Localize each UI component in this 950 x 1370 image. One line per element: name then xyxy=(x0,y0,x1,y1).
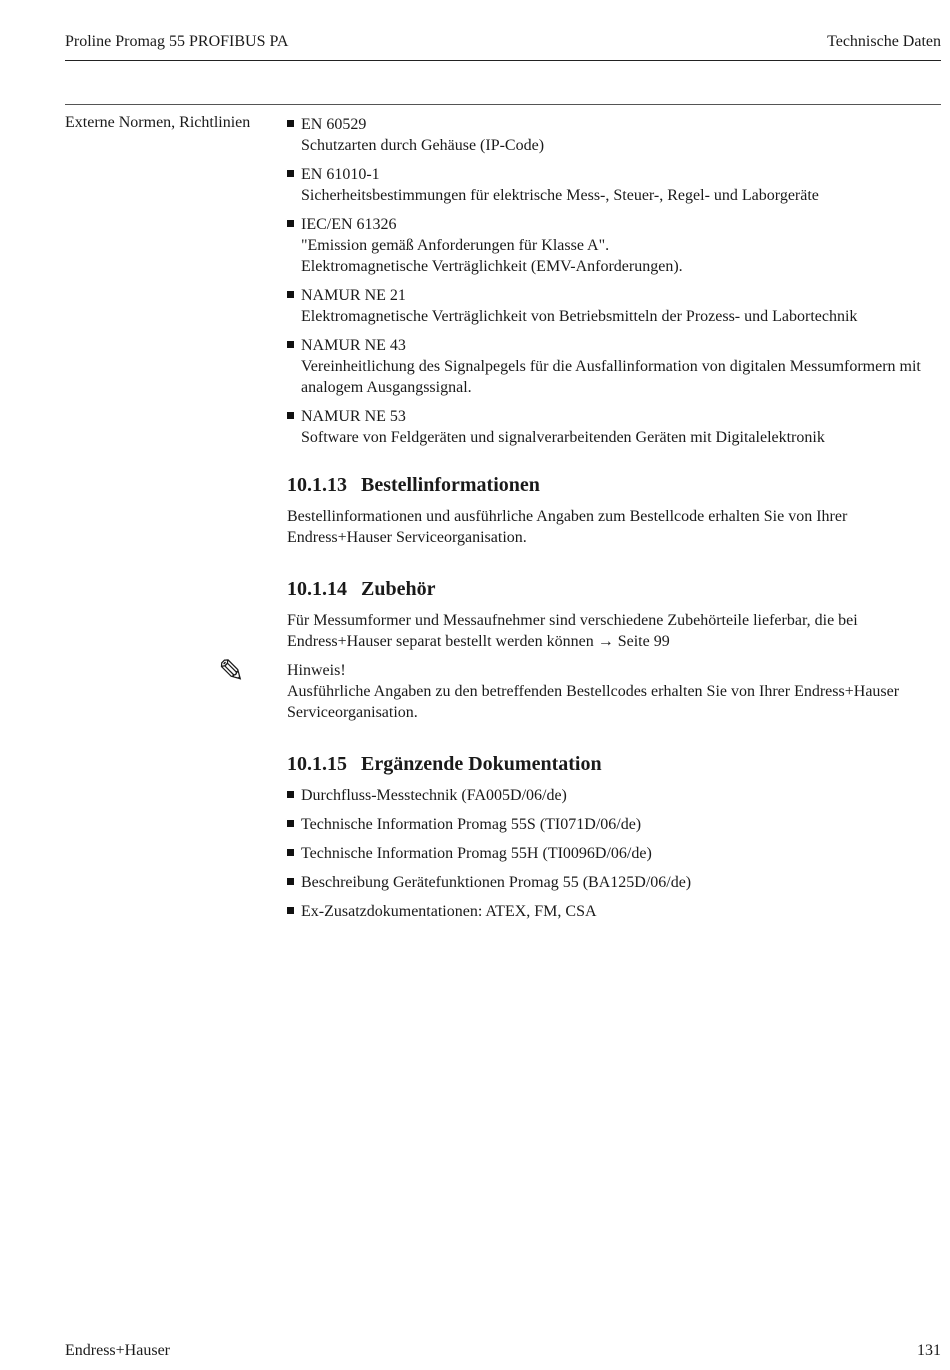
list-item: IEC/EN 61326 "Emission gemäß Anforderungen für Klasse A". Elektromagnetische Verträglichkeit (EMV-Anforderungen). xyxy=(287,214,941,277)
list-item: EN 60529 Schutzarten durch Gehäuse (IP-Code) xyxy=(287,114,941,156)
bestellinformationen-text: Bestellinformationen und ausführliche Angaben zum Bestellcode erhalten Sie von Ihrer Endress+Hauser Serviceorganisation. xyxy=(287,508,848,546)
standards-list xyxy=(287,114,941,448)
bullet-icon xyxy=(287,220,294,227)
list-item: NAMUR NE 53 Software von Feldgeräten und signalverarbeitenden Geräten mit Digitalelektronik xyxy=(287,406,941,448)
list-item: NAMUR NE 43 Vereinheitlichung des Signalpegels für die Ausfallinformation von digitalen Messumformern mit analogem Ausgangssignal. xyxy=(287,335,941,398)
documentation-list xyxy=(287,785,941,922)
section-heading-zubehoer: 10.1.14 Zubehör xyxy=(287,578,436,600)
bullet-icon xyxy=(287,341,294,348)
footer-brand: Endress+Hauser xyxy=(65,1342,170,1359)
list-item: Technische Information Promag 55S (TI071D/06/de) xyxy=(287,814,941,835)
header-title: Proline Promag 55 PROFIBUS PA xyxy=(65,33,289,50)
section-heading-dokumentation: 10.1.15 Ergänzende Dokumentation xyxy=(287,753,602,775)
main-content xyxy=(287,114,941,930)
note-title: Hinweis! xyxy=(287,662,346,679)
page-header xyxy=(65,30,941,61)
bullet-icon xyxy=(287,170,294,177)
list-item: Technische Information Promag 55H (TI0096D/06/de) xyxy=(287,843,941,864)
page-number: 131 xyxy=(917,1342,941,1359)
note-text: Ausführliche Angaben zu den betreffenden Bestellcodes erhalten Sie von Ihrer Endress+Hauser Serviceorganisation. xyxy=(287,683,900,721)
bullet-icon xyxy=(287,820,294,827)
side-label: Externe Normen, Richtlinien xyxy=(65,114,251,131)
header-section: Technische Daten xyxy=(827,33,941,50)
list-item: Ex-Zusatzdokumentationen: ATEX, FM, CSA xyxy=(287,901,941,922)
list-item: Beschreibung Gerätefunktionen Promag 55 (BA125D/06/de) xyxy=(287,872,941,893)
zubehoer-text: Für Messumformer und Messaufnehmer sind verschiedene Zubehörteile lieferbar, die bei Endress+Hauser separat bestellt werden können → Seite 99 xyxy=(287,612,858,650)
note-box xyxy=(287,660,941,723)
bullet-icon xyxy=(287,849,294,856)
section-divider xyxy=(65,104,941,105)
list-item: NAMUR NE 21 Elektromagnetische Verträglichkeit von Betriebsmitteln der Prozess- und Labortechnik xyxy=(287,285,941,327)
bullet-icon xyxy=(287,120,294,127)
bullet-icon xyxy=(287,907,294,914)
bullet-icon xyxy=(287,791,294,798)
bullet-icon xyxy=(287,412,294,419)
pencil-icon: ✎ xyxy=(218,653,245,689)
list-item: EN 61010-1 Sicherheitsbestimmungen für elektrische Mess-, Steuer-, Regel- und Laborgeräte xyxy=(287,164,941,206)
bullet-icon xyxy=(287,878,294,885)
section-heading-bestellinformationen: 10.1.13 Bestellinformationen xyxy=(287,474,540,496)
list-item: Durchfluss-Messtechnik (FA005D/06/de) xyxy=(287,785,941,806)
bullet-icon xyxy=(287,291,294,298)
